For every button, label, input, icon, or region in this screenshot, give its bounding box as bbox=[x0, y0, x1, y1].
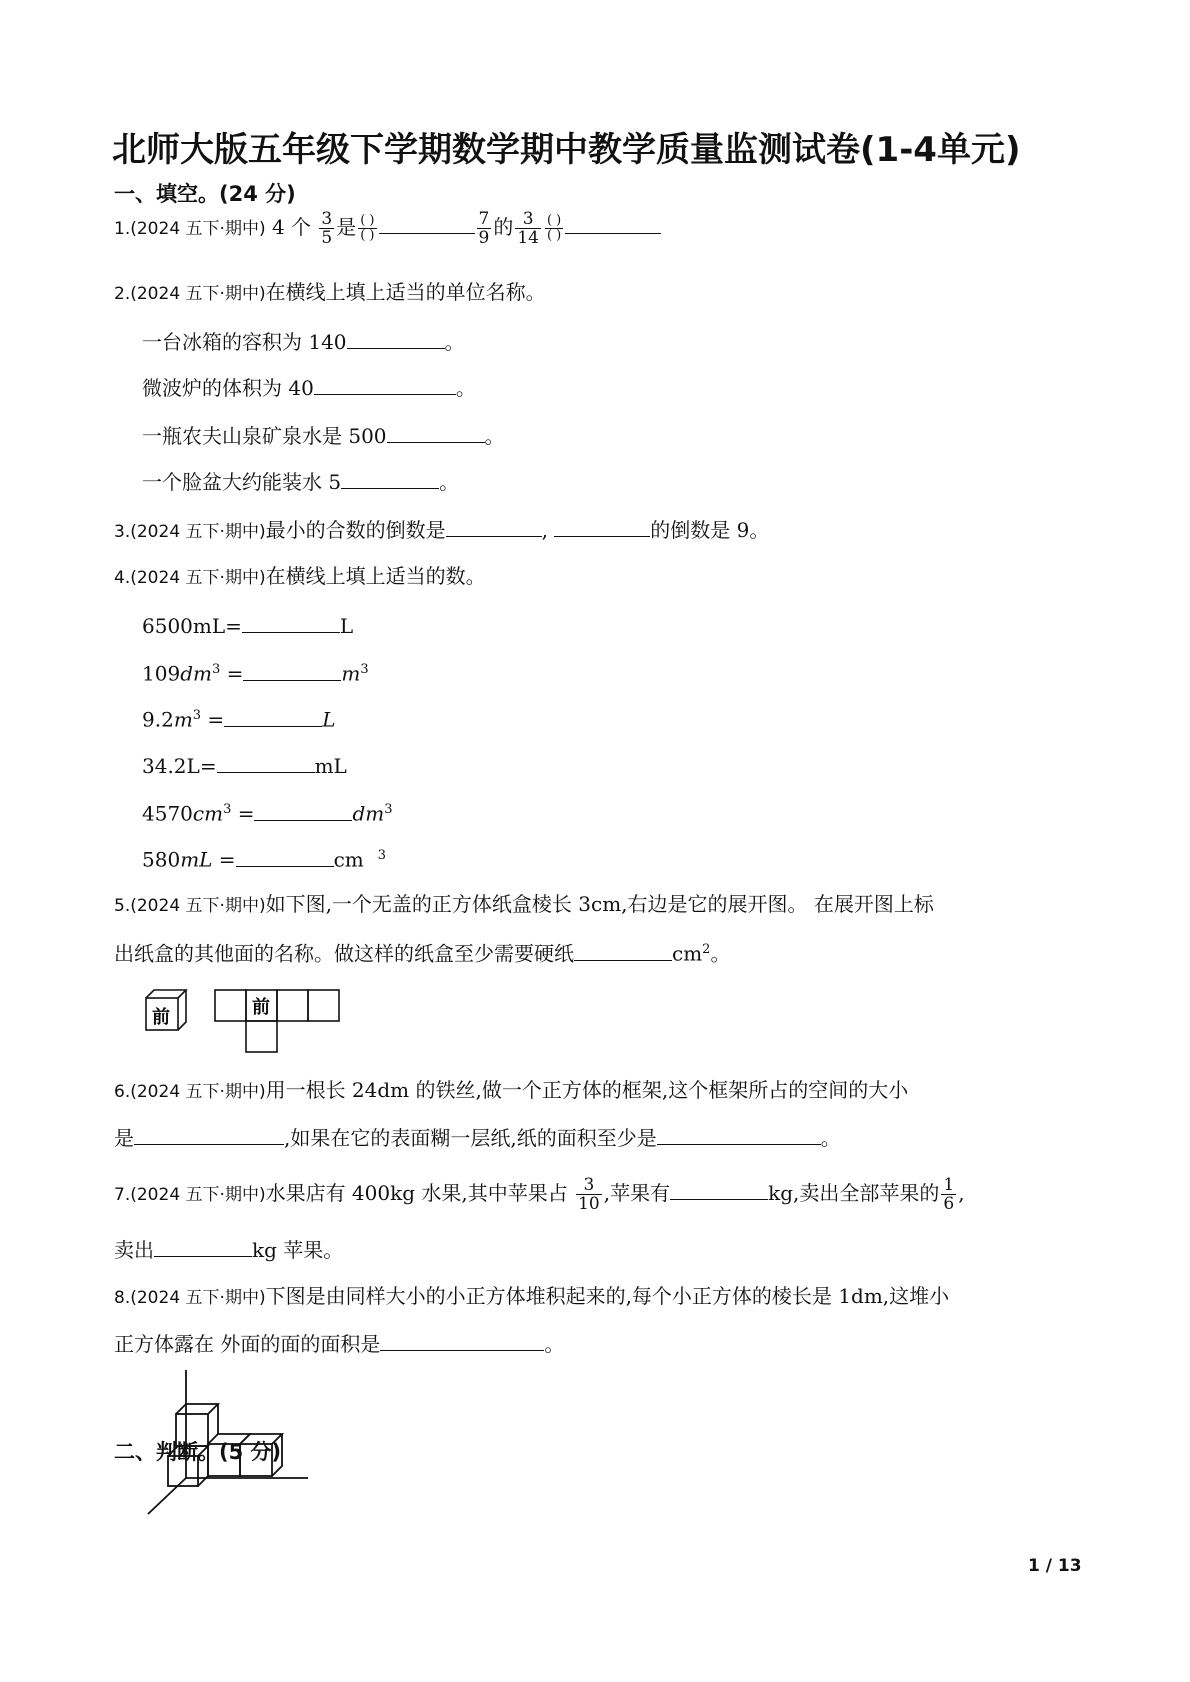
q2-line-1: 一台冰箱的容积为 140 。 bbox=[142, 326, 465, 356]
answer-blank[interactable] bbox=[380, 1328, 544, 1351]
q4-line-4: 34.2L= mL bbox=[142, 750, 347, 780]
question-6-line-2: 是 ,如果在它的表面糊一层纸,纸的面积至少是 。 bbox=[114, 1122, 841, 1152]
question-6: 6.(2024 五下·期中)用一根长 24dm 的铁丝,做一个正方体的框架,这个框架所占的空间的大小 bbox=[114, 1078, 909, 1102]
question-8: 8.(2024 五下·期中)下图是由同样大小的小正方体堆积起来的,每个小正方体的棱长是 1dm,这堆小 bbox=[114, 1284, 950, 1308]
q2-line-4: 一个脸盆大约能装水 5 。 bbox=[142, 466, 459, 496]
answer-blank[interactable] bbox=[236, 844, 334, 867]
question-3: 3.(2024 五下·期中)最小的合数的倒数是 , 的倒数是 9。 bbox=[114, 514, 769, 546]
answer-blank[interactable] bbox=[217, 750, 315, 773]
answer-blank[interactable] bbox=[657, 1122, 821, 1145]
page-number: 1 / 13 bbox=[1028, 1556, 1082, 1576]
answer-blank[interactable] bbox=[670, 1177, 768, 1200]
section-judgment: 二、判断。(5 分) bbox=[114, 1440, 282, 1464]
net-figure bbox=[215, 990, 339, 1052]
question-5-line-2: 出纸盒的其他面的名称。做这样的纸盒至少需要硬纸 $cm^2$。 bbox=[114, 936, 730, 968]
answer-blank[interactable] bbox=[565, 211, 661, 234]
question-1: 1.(2024 五下·期中) 4 个 $\frac{3}{5}$ 是 $\frac{( )}{( )}$ $\frac{7}{9}$ 的 $\frac{3}{14}$ $\frac{( )}{( )}$ bbox=[114, 210, 661, 247]
q4-line-1: 6500mL= L bbox=[142, 610, 353, 640]
fraction-blank: $\frac{( )}{( )}$ bbox=[546, 213, 562, 243]
fraction-3-5: $\frac{3}{5}$ bbox=[321, 209, 333, 248]
fraction-1-6: $\frac{1}{6}$ bbox=[943, 1175, 955, 1214]
answer-blank[interactable] bbox=[242, 610, 340, 633]
answer-blank[interactable] bbox=[254, 798, 352, 821]
question-2: 2.(2024 五下·期中)在横线上填上适当的单位名称。 bbox=[114, 280, 546, 304]
answer-blank[interactable] bbox=[574, 938, 672, 961]
page-title: 北师大版五年级下学期数学期中教学质量监测试卷(1-4单元) bbox=[112, 130, 1021, 170]
fraction-blank: $\frac{( )}{( )}$ bbox=[360, 213, 375, 243]
answer-blank[interactable] bbox=[314, 372, 456, 395]
cube-and-net-figure bbox=[140, 984, 350, 1054]
answer-blank[interactable] bbox=[341, 466, 439, 489]
q4-line-5: $4570cm^3 = dm^3$ bbox=[142, 796, 393, 828]
question-8-line-2: 正方体露在 外面的面的面积是 。 bbox=[114, 1328, 564, 1358]
answer-blank[interactable] bbox=[224, 704, 322, 727]
q4-line-2: $109dm^3 = m^3$ bbox=[142, 656, 369, 688]
answer-blank[interactable] bbox=[446, 514, 542, 537]
answer-blank[interactable] bbox=[554, 514, 650, 537]
net-front-label: 前 bbox=[252, 997, 270, 1018]
q2-line-2: 微波炉的体积为 40 。 bbox=[142, 372, 476, 402]
answer-blank[interactable] bbox=[347, 326, 445, 349]
question-4: 4.(2024 五下·期中)在横线上填上适当的数。 bbox=[114, 564, 486, 588]
q2-line-3: 一瓶农夫山泉矿泉水是 500 。 bbox=[142, 420, 505, 450]
answer-blank[interactable] bbox=[379, 211, 475, 234]
answer-blank[interactable] bbox=[154, 1234, 252, 1257]
answer-blank[interactable] bbox=[243, 658, 341, 681]
question-7-line-2: 卖出 kg 苹果。 bbox=[114, 1234, 343, 1264]
question-7: 7.(2024 五下·期中)水果店有 400kg 水果,其中苹果占 $\frac{3}{10}$ ,苹果有 kg,卖出全部苹果的 $\frac{1}{6}$ , bbox=[114, 1175, 965, 1214]
fraction-7-9: $\frac{7}{9}$ bbox=[478, 209, 490, 248]
fraction-3-14: $\frac{3}{14}$ bbox=[517, 209, 539, 248]
axis-depth bbox=[148, 1478, 186, 1514]
answer-blank[interactable] bbox=[134, 1122, 284, 1145]
question-5: 5.(2024 五下·期中)如下图,一个无盖的正方体纸盒棱长 3cm,右边是它的展开图。 在展开图上标 bbox=[114, 892, 934, 916]
answer-blank[interactable] bbox=[387, 420, 485, 443]
fraction-3-10: $\frac{3}{10}$ bbox=[578, 1175, 600, 1214]
q4-line-6: 580mL = cm $^3$ bbox=[142, 842, 386, 874]
q4-line-3: $9.2m^3 = L$ bbox=[142, 702, 335, 734]
section-fill-blank: 一、填空。(24 分) bbox=[114, 182, 296, 206]
cube-front-label: 前 bbox=[152, 1007, 170, 1028]
